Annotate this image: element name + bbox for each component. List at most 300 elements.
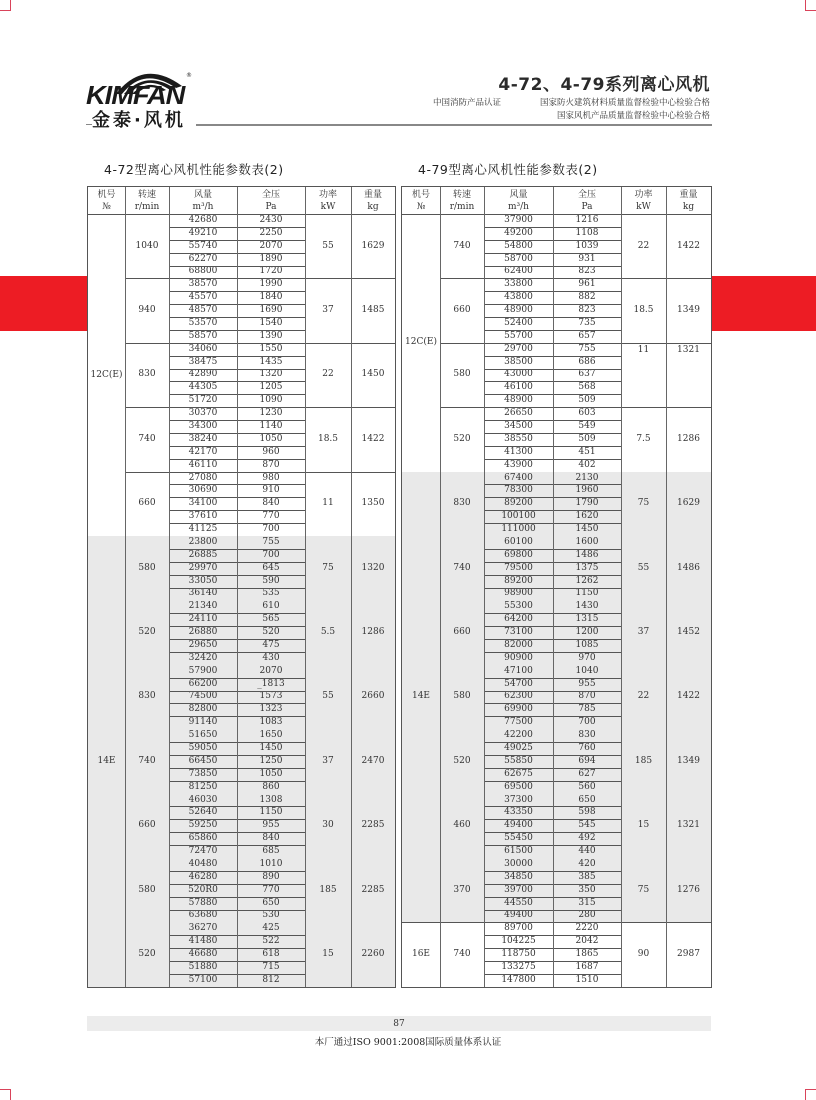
- power-cell: 5.5: [305, 600, 351, 664]
- registered-mark: ®: [186, 72, 192, 79]
- column-divider: [666, 187, 667, 987]
- pressure-cell: 1315: [553, 613, 621, 626]
- airflow-cell: 45570: [188, 292, 218, 303]
- speed-cell: 830: [138, 369, 156, 380]
- column-header-unit: m³/h: [508, 201, 529, 212]
- pressure-cell: 1140: [259, 421, 283, 432]
- airflow-cell: 30370: [188, 408, 218, 419]
- airflow-cell: 64200: [484, 613, 553, 626]
- pressure-cell: 549: [578, 421, 596, 432]
- power-cell: 37: [322, 305, 334, 316]
- airflow-cell: 54800: [504, 240, 533, 251]
- column-header: [125, 187, 169, 214]
- airflow-cell: 57100: [169, 974, 237, 987]
- power-cell: 75: [621, 472, 666, 536]
- header-rule: [196, 124, 712, 126]
- speed-cell: 660: [440, 600, 484, 664]
- pressure-cell: 535: [237, 588, 305, 601]
- airflow-cell: 41480: [169, 935, 237, 948]
- pressure-cell: 1039: [575, 240, 599, 251]
- airflow-cell: 89200: [484, 497, 553, 510]
- pressure-cell: 755: [237, 536, 305, 549]
- airflow-cell: 46280: [169, 871, 237, 884]
- speed-cell: 580: [453, 369, 471, 380]
- pressure-cell: 315: [553, 897, 621, 910]
- power-cell: 11: [322, 498, 334, 509]
- airflow-cell: 58700: [504, 253, 533, 264]
- pressure-cell: 530: [237, 910, 305, 923]
- pressure-cell: 1486: [553, 549, 621, 562]
- pressure-cell: 1150: [237, 806, 305, 819]
- airflow-cell: 62300: [484, 691, 553, 704]
- pressure-cell: 451: [578, 446, 596, 457]
- pressure-cell: 560: [553, 781, 621, 794]
- power-cell: 75: [621, 858, 666, 922]
- column-header: [440, 187, 484, 214]
- column-divider: [169, 187, 170, 987]
- airflow-cell: 32420: [169, 652, 237, 665]
- column-header-label: 转速: [452, 189, 471, 200]
- column-header: [553, 187, 621, 214]
- model-number-cell: 16E: [411, 949, 431, 960]
- pressure-cell: 700: [553, 716, 621, 729]
- pressure-cell: 1050: [259, 433, 283, 444]
- weight-cell: 2987: [677, 949, 700, 960]
- column-divider: [237, 187, 238, 987]
- pressure-cell: 1150: [553, 588, 621, 601]
- power-cell: 7.5: [636, 433, 651, 444]
- pressure-cell: 280: [553, 910, 621, 923]
- airflow-cell: 66450: [169, 755, 237, 768]
- weight-cell: 1286: [351, 600, 395, 664]
- airflow-cell: 51720: [188, 395, 218, 406]
- pressure-cell: 2130: [553, 472, 621, 485]
- column-header-unit: kW: [636, 201, 651, 212]
- table-title-4-79: 4-79型离心风机性能参数表(2): [418, 162, 598, 177]
- airflow-cell: 34060: [188, 343, 218, 354]
- pressure-cell: 2250: [259, 227, 283, 238]
- pressure-cell: 1865: [575, 949, 599, 960]
- airflow-cell: 53570: [188, 317, 218, 328]
- pressure-cell: 812: [237, 974, 305, 987]
- weight-cell: 1422: [361, 433, 385, 444]
- column-divider: [440, 187, 441, 987]
- pressure-cell: 475: [237, 639, 305, 652]
- pressure-cell: 2430: [259, 214, 283, 225]
- power-cell: 37: [305, 729, 351, 793]
- brand-name-cn: 金泰·风机: [92, 110, 186, 131]
- pressure-cell: 1890: [259, 253, 283, 264]
- pressure-cell: 603: [578, 408, 596, 419]
- column-header-label: 风量: [193, 189, 212, 200]
- pressure-cell: 650: [553, 794, 621, 807]
- column-header: [484, 187, 553, 214]
- airflow-cell: 43350: [484, 806, 553, 819]
- column-divider: [553, 187, 554, 987]
- pressure-cell: 1375: [553, 562, 621, 575]
- airflow-cell: 26885: [169, 549, 237, 562]
- speed-cell: 740: [453, 240, 471, 251]
- pressure-cell: 1620: [553, 510, 621, 523]
- pressure-cell: 970: [553, 652, 621, 665]
- column-header-label: 功率: [318, 189, 337, 200]
- column-header-label: 全压: [261, 189, 280, 200]
- pressure-cell: 1790: [553, 497, 621, 510]
- brand-name: KIMFAN: [86, 80, 185, 110]
- weight-cell: 1286: [677, 433, 700, 444]
- column-header-label: 功率: [634, 189, 653, 200]
- airflow-cell: 89200: [484, 575, 553, 588]
- pressure-cell: 1216: [575, 214, 599, 225]
- pressure-cell: 955: [553, 678, 621, 691]
- column-header-unit: kW: [320, 201, 336, 212]
- pressure-cell: 425: [237, 922, 305, 935]
- airflow-cell: 48900: [504, 305, 533, 316]
- speed-cell: 660: [125, 794, 169, 858]
- airflow-cell: 51650: [169, 729, 237, 742]
- airflow-cell: 43000: [504, 369, 533, 380]
- column-header: [621, 187, 666, 214]
- airflow-cell: 33800: [504, 279, 533, 290]
- airflow-cell: 23800: [169, 536, 237, 549]
- footer-band: [87, 1016, 711, 1031]
- column-header-unit: №: [102, 201, 111, 212]
- pressure-cell: 961: [578, 279, 596, 290]
- airflow-cell: 69500: [484, 781, 553, 794]
- column-header-unit: Pa: [265, 201, 277, 212]
- airflow-cell: 44305: [188, 382, 218, 393]
- speed-cell: 520: [125, 922, 169, 986]
- airflow-cell: 57880: [169, 897, 237, 910]
- pressure-cell: 385: [553, 871, 621, 884]
- column-header-unit: kg: [367, 201, 379, 212]
- power-cell: 90: [637, 949, 650, 960]
- airflow-cell: 55450: [484, 832, 553, 845]
- pressure-cell: 955: [237, 819, 305, 832]
- table-4-79: [401, 186, 712, 988]
- page-title: 4-72、4-79系列离心风机: [498, 75, 710, 95]
- crop-mark-bottom-right: [805, 1089, 816, 1100]
- airflow-cell: 43900: [504, 459, 533, 470]
- weight-cell: 1349: [666, 729, 711, 793]
- airflow-cell: 33050: [169, 575, 237, 588]
- airflow-cell: 520R0: [169, 884, 237, 897]
- pressure-cell: 590: [237, 575, 305, 588]
- power-cell: 15: [621, 794, 666, 858]
- pressure-cell: 1573: [237, 691, 305, 704]
- pressure-cell: 545: [553, 819, 621, 832]
- pressure-cell: 770: [262, 511, 280, 522]
- pressure-cell: 1450: [553, 523, 621, 536]
- airflow-cell: 90900: [484, 652, 553, 665]
- airflow-cell: 37300: [484, 794, 553, 807]
- pressure-cell: 637: [578, 369, 596, 380]
- speed-cell: 740: [138, 433, 156, 444]
- speed-cell: 740: [453, 949, 471, 960]
- pressure-cell: 1010: [237, 858, 305, 871]
- airflow-cell: 49400: [484, 910, 553, 923]
- pressure-cell: 1230: [259, 408, 283, 419]
- pressure-cell: 686: [578, 356, 596, 367]
- pressure-cell: 715: [237, 961, 305, 974]
- airflow-cell: 34500: [504, 421, 533, 432]
- power-cell: 185: [305, 858, 351, 922]
- column-divider: [125, 187, 126, 987]
- power-cell: 75: [305, 536, 351, 600]
- speed-cell: 740: [440, 536, 484, 600]
- airflow-cell: 29650: [169, 639, 237, 652]
- airflow-cell: 42170: [188, 446, 218, 457]
- column-header: [666, 187, 711, 214]
- airflow-cell: 58570: [188, 330, 218, 341]
- pressure-cell: 910: [262, 485, 280, 496]
- speed-cell: 520: [440, 729, 484, 793]
- airflow-cell: 79500: [484, 562, 553, 575]
- airflow-cell: 89700: [504, 923, 533, 934]
- airflow-cell: 62400: [504, 266, 533, 277]
- airflow-cell: 34850: [484, 871, 553, 884]
- airflow-cell: 69900: [484, 703, 553, 716]
- column-header: [351, 187, 395, 214]
- airflow-cell: 49400: [484, 819, 553, 832]
- kimfan-logo: [86, 64, 196, 131]
- airflow-cell: 48900: [504, 395, 533, 406]
- pressure-cell: 2070: [259, 240, 283, 251]
- airflow-cell: 61500: [484, 845, 553, 858]
- footer-note: 本厂通过ISO 9001:2008国际质量体系认证: [314, 1037, 502, 1048]
- airflow-cell: 34100: [188, 498, 218, 509]
- airflow-cell: 42890: [188, 369, 218, 380]
- airflow-cell: 29700: [504, 343, 533, 354]
- column-divider: [305, 187, 306, 987]
- pressure-cell: 1650: [237, 729, 305, 742]
- weight-cell: 1452: [666, 600, 711, 664]
- pressure-cell: 627: [553, 768, 621, 781]
- airflow-cell: 54700: [484, 678, 553, 691]
- airflow-cell: 55740: [188, 240, 218, 251]
- pressure-cell: 430: [237, 652, 305, 665]
- pressure-cell: 1690: [259, 305, 283, 316]
- power-cell: 18.5: [317, 433, 339, 444]
- power-cell: 55: [621, 536, 666, 600]
- pressure-cell: 350: [553, 884, 621, 897]
- pressure-cell: 645: [237, 562, 305, 575]
- pressure-cell: 770: [237, 884, 305, 897]
- airflow-cell: 55850: [484, 755, 553, 768]
- column-header-label: 重量: [679, 189, 698, 200]
- airflow-cell: 55700: [504, 330, 533, 341]
- pressure-cell: 1205: [259, 382, 283, 393]
- pressure-cell: 598: [553, 806, 621, 819]
- page-number: 87: [393, 1018, 405, 1029]
- airflow-cell: 26650: [504, 408, 533, 419]
- speed-cell: 460: [440, 794, 484, 858]
- pressure-cell: 830: [553, 729, 621, 742]
- airflow-cell: 40480: [169, 858, 237, 871]
- pressure-cell: 823: [578, 266, 596, 277]
- airflow-cell: 38570: [188, 279, 218, 290]
- speed-cell: 580: [440, 665, 484, 729]
- pressure-cell: 1840: [259, 292, 283, 303]
- crop-mark-top-left: [0, 0, 11, 11]
- airflow-cell: 43800: [504, 292, 533, 303]
- pressure-cell: 420: [553, 858, 621, 871]
- airflow-cell: 49200: [504, 227, 533, 238]
- weight-cell: 1422: [666, 665, 711, 729]
- weight-cell: 2285: [351, 794, 395, 858]
- airflow-cell: 73850: [169, 768, 237, 781]
- column-header: [305, 187, 351, 214]
- airflow-cell: 38550: [504, 433, 533, 444]
- pressure-cell: 1085: [553, 639, 621, 652]
- red-side-bar-right: [711, 276, 816, 331]
- pressure-cell: 568: [578, 382, 596, 393]
- column-header: [237, 187, 305, 214]
- airflow-cell: 42200: [484, 729, 553, 742]
- power-cell: 15: [305, 922, 351, 986]
- airflow-cell: 41300: [504, 446, 533, 457]
- airflow-cell: 46030: [169, 794, 237, 807]
- pressure-cell: 1600: [553, 536, 621, 549]
- pressure-cell: 840: [262, 498, 280, 509]
- model-number-cell: 12C(E): [90, 369, 123, 380]
- pressure-cell: _1813: [237, 678, 305, 691]
- pressure-cell: 520: [237, 626, 305, 639]
- airflow-cell: 82000: [484, 639, 553, 652]
- pressure-cell: 1050: [237, 768, 305, 781]
- column-header-unit: r/min: [134, 201, 160, 212]
- pressure-cell: 1720: [259, 266, 283, 277]
- pressure-cell: 882: [578, 292, 596, 303]
- airflow-cell: 118750: [501, 949, 536, 960]
- pressure-cell: 1960: [553, 484, 621, 497]
- column-header: [169, 187, 237, 214]
- airflow-cell: 49210: [188, 227, 218, 238]
- pressure-cell: 1108: [575, 227, 599, 238]
- airflow-cell: 30000: [484, 858, 553, 871]
- speed-cell: 740: [125, 729, 169, 793]
- pressure-cell: 618: [237, 948, 305, 961]
- column-header-unit: kg: [682, 201, 695, 212]
- airflow-cell: 59050: [169, 742, 237, 755]
- airflow-cell: 104225: [501, 936, 536, 947]
- pressure-cell: 2220: [575, 923, 599, 934]
- airflow-cell: 73100: [484, 626, 553, 639]
- airflow-cell: 27080: [188, 472, 218, 483]
- pressure-cell: 823: [578, 305, 596, 316]
- table-4-72: [87, 186, 396, 988]
- airflow-cell: 62675: [484, 768, 553, 781]
- pressure-cell: 890: [237, 871, 305, 884]
- weight-cell: 2285: [351, 858, 395, 922]
- pressure-cell: 694: [553, 755, 621, 768]
- pressure-cell: 509: [578, 433, 596, 444]
- pressure-cell: 1040: [553, 665, 621, 678]
- cert-fire-material: 国家防火建筑材料质量监督检验中心检验合格: [539, 98, 710, 108]
- power-cell: 11: [637, 344, 650, 355]
- weight-cell: 1629: [361, 240, 385, 251]
- pressure-cell: 840: [237, 832, 305, 845]
- pressure-cell: 960: [262, 446, 280, 457]
- speed-cell: 1040: [135, 240, 159, 251]
- table-title-4-72: 4-72型离心风机性能参数表(2): [104, 162, 284, 177]
- column-divider: [621, 187, 622, 987]
- pressure-cell: 1320: [259, 369, 283, 380]
- column-header: [402, 187, 440, 214]
- airflow-cell: 82800: [169, 703, 237, 716]
- airflow-cell: 111000: [484, 523, 553, 536]
- pressure-cell: 755: [578, 343, 596, 354]
- airflow-cell: 65860: [169, 832, 237, 845]
- speed-cell: 370: [440, 858, 484, 922]
- pressure-cell: 785: [553, 703, 621, 716]
- pressure-cell: 735: [578, 317, 596, 328]
- airflow-cell: 147800: [501, 974, 536, 985]
- airflow-cell: 52400: [504, 317, 533, 328]
- pressure-cell: 522: [237, 935, 305, 948]
- pressure-cell: 440: [553, 845, 621, 858]
- airflow-cell: 52640: [169, 806, 237, 819]
- column-header-unit: №: [416, 201, 426, 212]
- model-number-cell: 12C(E): [405, 337, 437, 348]
- power-cell: 55: [322, 240, 334, 251]
- airflow-cell: 69800: [484, 549, 553, 562]
- airflow-cell: 38475: [188, 356, 218, 367]
- pressure-cell: 1250: [237, 755, 305, 768]
- airflow-cell: 36270: [169, 922, 237, 935]
- column-header-label: 全压: [577, 189, 596, 200]
- pressure-cell: 700: [262, 524, 280, 535]
- pressure-cell: 1200: [553, 626, 621, 639]
- airflow-cell: 39700: [484, 884, 553, 897]
- airflow-cell: 36140: [169, 588, 237, 601]
- speed-cell: 940: [138, 305, 156, 316]
- airflow-cell: 46680: [169, 948, 237, 961]
- pressure-cell: 1687: [575, 961, 599, 972]
- pressure-cell: 1323: [237, 703, 305, 716]
- airflow-cell: 37900: [504, 214, 533, 225]
- power-cell: 30: [305, 794, 351, 858]
- weight-cell: 1450: [361, 369, 385, 380]
- airflow-cell: 55300: [484, 600, 553, 613]
- power-cell: 22: [322, 369, 334, 380]
- airflow-cell: 63680: [169, 910, 237, 923]
- airflow-cell: 37610: [188, 511, 218, 522]
- speed-cell: 660: [138, 498, 156, 509]
- column-divider: [484, 187, 485, 987]
- model-number-cell: 14E: [88, 536, 125, 987]
- pressure-cell: 980: [262, 472, 280, 483]
- speed-cell: 660: [453, 305, 471, 316]
- pressure-cell: 650: [237, 897, 305, 910]
- weight-cell: 2260: [351, 922, 395, 986]
- airflow-cell: 59250: [169, 819, 237, 832]
- column-header: [88, 187, 125, 214]
- airflow-cell: 46100: [504, 382, 533, 393]
- power-cell: 55: [305, 665, 351, 729]
- airflow-cell: 41125: [188, 524, 218, 535]
- weight-cell: 1350: [361, 498, 385, 509]
- airflow-cell: 72470: [169, 845, 237, 858]
- airflow-cell: 29970: [169, 562, 237, 575]
- weight-cell: 1276: [666, 858, 711, 922]
- airflow-cell: 48570: [188, 305, 218, 316]
- airflow-cell: 47100: [484, 665, 553, 678]
- header-rule-left: [86, 124, 92, 125]
- column-header-unit: Pa: [581, 201, 593, 212]
- column-header-unit: m³/h: [192, 201, 214, 212]
- row-divider: [402, 987, 711, 988]
